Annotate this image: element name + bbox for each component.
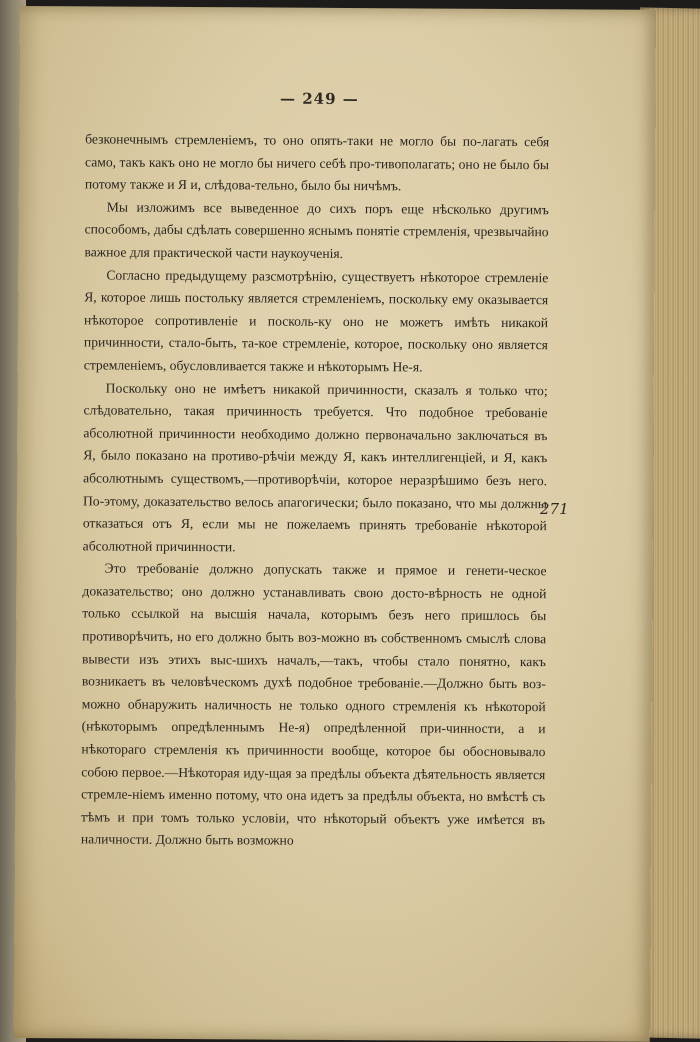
paragraph: безконечнымъ стремленіемъ, то оно опять-таки не могло бы по-лагать себя само, такъ какъ оно не могло бы ничего себѣ про-тивополагать; оно не было бы потому также и Я и, слѣдова-тельно, было бы ничѣмъ. [84, 131, 550, 194]
paragraph: Согласно предыдущему разсмотрѣнію, существуетъ нѣкоторое стремленіе Я, которое лишь постольку является стремленіемъ, поскольку ему оказывается нѣкоторое сопротивленіе и посколь-ку оно не можетъ имѣть никакой причинности, стало-быть, та-кое стремленіе, которое, поскольку оно является стремленіемъ, обусловливается также и нѣкоторымъ Не-я. [83, 267, 549, 375]
paragraph: Это требованіе должно допускать также и прямое и генети-ческое доказательство; оно должно устанавливать свою досто-вѣрность не одной только ссылкой на высшія начала, которымъ безъ него пришлось бы противорѣчить, но его должно быть воз-можно въ собственномъ смыслѣ слова вывести изъ этихъ выс-шихъ началъ,—такъ, чтобы стало понятно, какъ возникаетъ въ человѣческомъ духѣ подобное требованіе.—Должно быть воз-можно обнаружить наличность не только одного стремленія къ нѣкоторой (нѣкоторымъ опредѣленнымъ Не-я) опредѣленной при-чинности, а и нѣкотораго стремленія къ причинности вообще, которое бы обосновывало собою первое.—Нѣкоторая иду-щая за предѣлы объекта дѣятельность является стремле-ніемъ именно потому, что она идетъ за предѣлы объекта, но вмѣстѣ съ тѣмъ и при томъ только условіи, что нѣкоторый объектъ уже имѣется въ наличности. Должно быть возможно [80, 560, 547, 849]
margin-page-reference: 271 [540, 500, 569, 518]
page-number: — 249 — [279, 89, 359, 109]
book-page [14, 6, 656, 1042]
paragraph: Поскольку оно не имѣетъ никакой причинности, сказалъ я только что; слѣдовательно, такая причинность требуется. Что подобное требованіе абсолютной причинности необходимо должно первоначально заключаться въ Я, было показано на противо-рѣчіи между Я, какъ интеллигенціей, и Я, какъ абсолютнымъ существомъ,—противорѣчіи, которое неразрѣшимо безъ него. По-этому, доказательство велось апагогически; было показано, что мы должны отказаться отъ Я, если мы не пожелаемъ принять требованіе нѣкоторой абсолютной причинности. [82, 380, 548, 555]
paragraph: Мы изложимъ все выведенное до сихъ поръ еще нѣсколько другимъ способомъ, дабы сдѣлать совершенно яснымъ понятіе стремленія, чрезвычайно важное для практической части наукоученія. [84, 199, 549, 261]
page-body [81, 128, 549, 854]
